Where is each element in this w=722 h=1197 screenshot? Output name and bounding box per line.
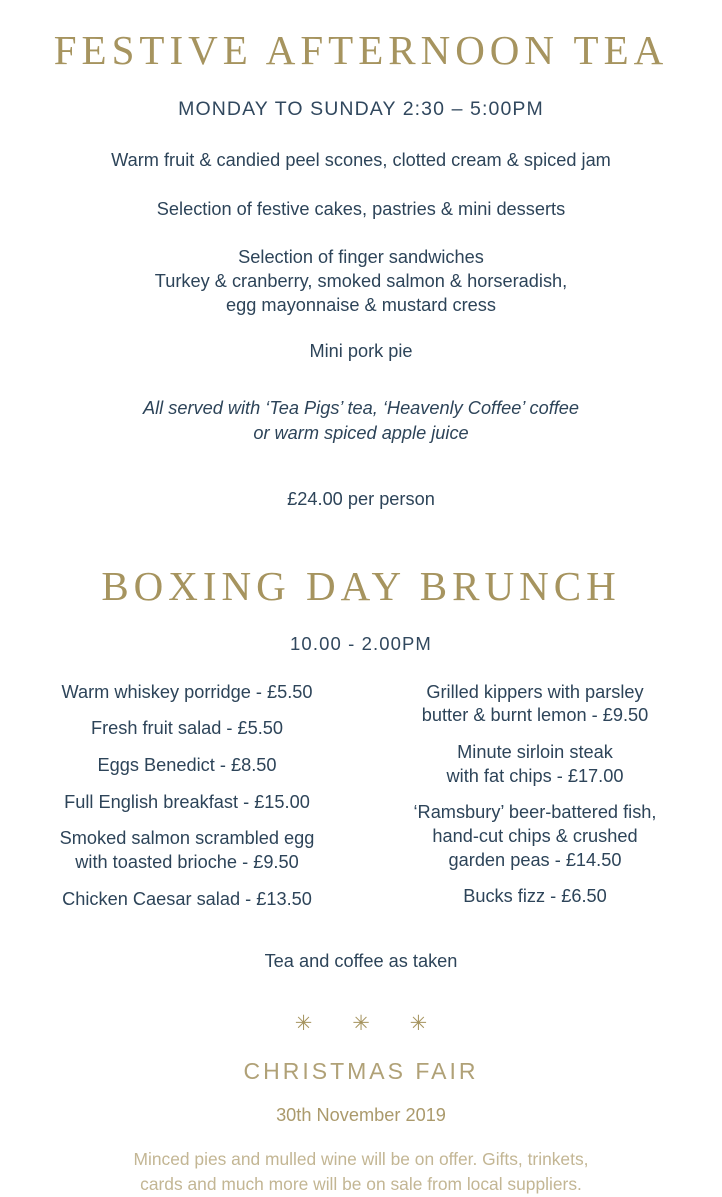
christmas-fair-title: CHRISTMAS FAIR bbox=[243, 1057, 479, 1084]
spacer-after-ornament bbox=[36, 1034, 686, 1058]
spacer-after-tea-title bbox=[36, 72, 686, 98]
beverages-line-2: or warm spiced apple juice bbox=[253, 422, 469, 443]
afternoon-tea-sandwiches bbox=[36, 245, 686, 317]
fair-description-line-1: Minced pies and mulled wine will be on offer. Gifts, trinkets, bbox=[133, 1149, 589, 1170]
spacer-before-columns bbox=[36, 655, 686, 681]
menu-item bbox=[31, 827, 343, 874]
menu-item bbox=[31, 717, 343, 741]
menu-item bbox=[31, 888, 343, 912]
top-spacer bbox=[36, 0, 686, 28]
spacer-before-beverages bbox=[36, 366, 686, 396]
menu-item-line: garden peas - £14.50 bbox=[448, 849, 622, 870]
menu-item bbox=[379, 741, 691, 788]
menu-item-line: Grilled kippers with parsley bbox=[426, 681, 644, 702]
christmas-fair-date: 30th November 2019 bbox=[276, 1105, 446, 1126]
afternoon-tea-item-scones: Warm fruit & candied peel scones, clotted cream & spiced jam bbox=[111, 149, 611, 170]
menu-item bbox=[31, 791, 343, 815]
spacer-after-tea-hours bbox=[36, 122, 686, 146]
brunch-left-column bbox=[31, 681, 343, 912]
spacer-before-pork-pie bbox=[36, 317, 686, 337]
menu-item-line: Full English breakfast - £15.00 bbox=[64, 791, 310, 812]
menu-item-line: Smoked salmon scrambled egg bbox=[59, 828, 315, 849]
brunch-right-column bbox=[379, 681, 691, 909]
menu-item bbox=[31, 754, 343, 778]
afternoon-tea-beverages bbox=[36, 396, 686, 445]
menu-item-line: ‘Ramsbury’ beer-battered fish, bbox=[413, 802, 657, 823]
menu-item-line: Eggs Benedict - £8.50 bbox=[97, 755, 277, 776]
menu-item-line: Minute sirloin steak bbox=[457, 742, 613, 763]
afternoon-tea-item-cakes: Selection of festive cakes, pastries & mini desserts bbox=[156, 199, 566, 220]
boxing-day-brunch-hours: 10.00 - 2.00PM bbox=[290, 632, 432, 654]
menu-item-line: butter & burnt lemon - £9.50 bbox=[421, 705, 649, 726]
spacer-tea-item-1 bbox=[36, 175, 686, 195]
brunch-footer-note: Tea and coffee as taken bbox=[264, 951, 458, 972]
menu-item-line: hand-cut chips & crushed bbox=[432, 826, 638, 847]
christmas-fair-description bbox=[36, 1147, 686, 1196]
snowflake-ornament-icon: ✳ ✳ ✳ bbox=[294, 1011, 445, 1035]
sandwiches-heading: Selection of finger sandwiches bbox=[238, 246, 484, 267]
menu-item-line: with toasted brioche - £9.50 bbox=[75, 852, 299, 873]
spacer-tea-item-2 bbox=[36, 225, 686, 245]
menu-item-line: with fat chips - £17.00 bbox=[446, 765, 624, 786]
menu-item bbox=[379, 801, 691, 872]
boxing-day-brunch-title: BOXING DAY BRUNCH bbox=[101, 563, 621, 610]
spacer-after-fair-date bbox=[36, 1127, 686, 1147]
menu-item bbox=[31, 681, 343, 705]
afternoon-tea-hours: MONDAY TO SUNDAY 2:30 – 5:00PM bbox=[178, 98, 544, 121]
sandwiches-line-2: Turkey & cranberry, smoked salmon & horseradish, bbox=[154, 270, 568, 291]
spacer-before-brunch-footer bbox=[36, 911, 686, 947]
menu-item bbox=[379, 681, 691, 728]
spacer-after-brunch-title bbox=[36, 609, 686, 633]
brunch-menu-columns bbox=[36, 681, 686, 912]
menu-item-line: Chicken Caesar salad - £13.50 bbox=[62, 888, 312, 909]
afternoon-tea-item-pork-pie: Mini pork pie bbox=[309, 340, 413, 361]
beverages-line-1: All served with ‘Tea Pigs’ tea, ‘Heavenly Coffee’ coffee bbox=[142, 398, 580, 419]
menu-item bbox=[379, 885, 691, 909]
fair-description-line-2: cards and much more will be on sale from local suppliers. bbox=[140, 1173, 582, 1194]
menu-item-line: Fresh fruit salad - £5.50 bbox=[90, 718, 284, 739]
menu-item-line: Bucks fizz - £6.50 bbox=[463, 886, 607, 907]
afternoon-tea-title: FESTIVE AFTERNOON TEA bbox=[53, 27, 669, 73]
spacer-before-tea-price bbox=[36, 445, 686, 489]
spacer-before-brunch bbox=[36, 510, 686, 564]
spacer-after-fair-title bbox=[36, 1085, 686, 1105]
menu-item-line: Warm whiskey porridge - £5.50 bbox=[61, 681, 313, 702]
spacer-before-ornament bbox=[36, 977, 686, 1013]
afternoon-tea-price: £24.00 per person bbox=[287, 489, 435, 510]
sandwiches-line-3: egg mayonnaise & mustard cress bbox=[226, 294, 496, 315]
